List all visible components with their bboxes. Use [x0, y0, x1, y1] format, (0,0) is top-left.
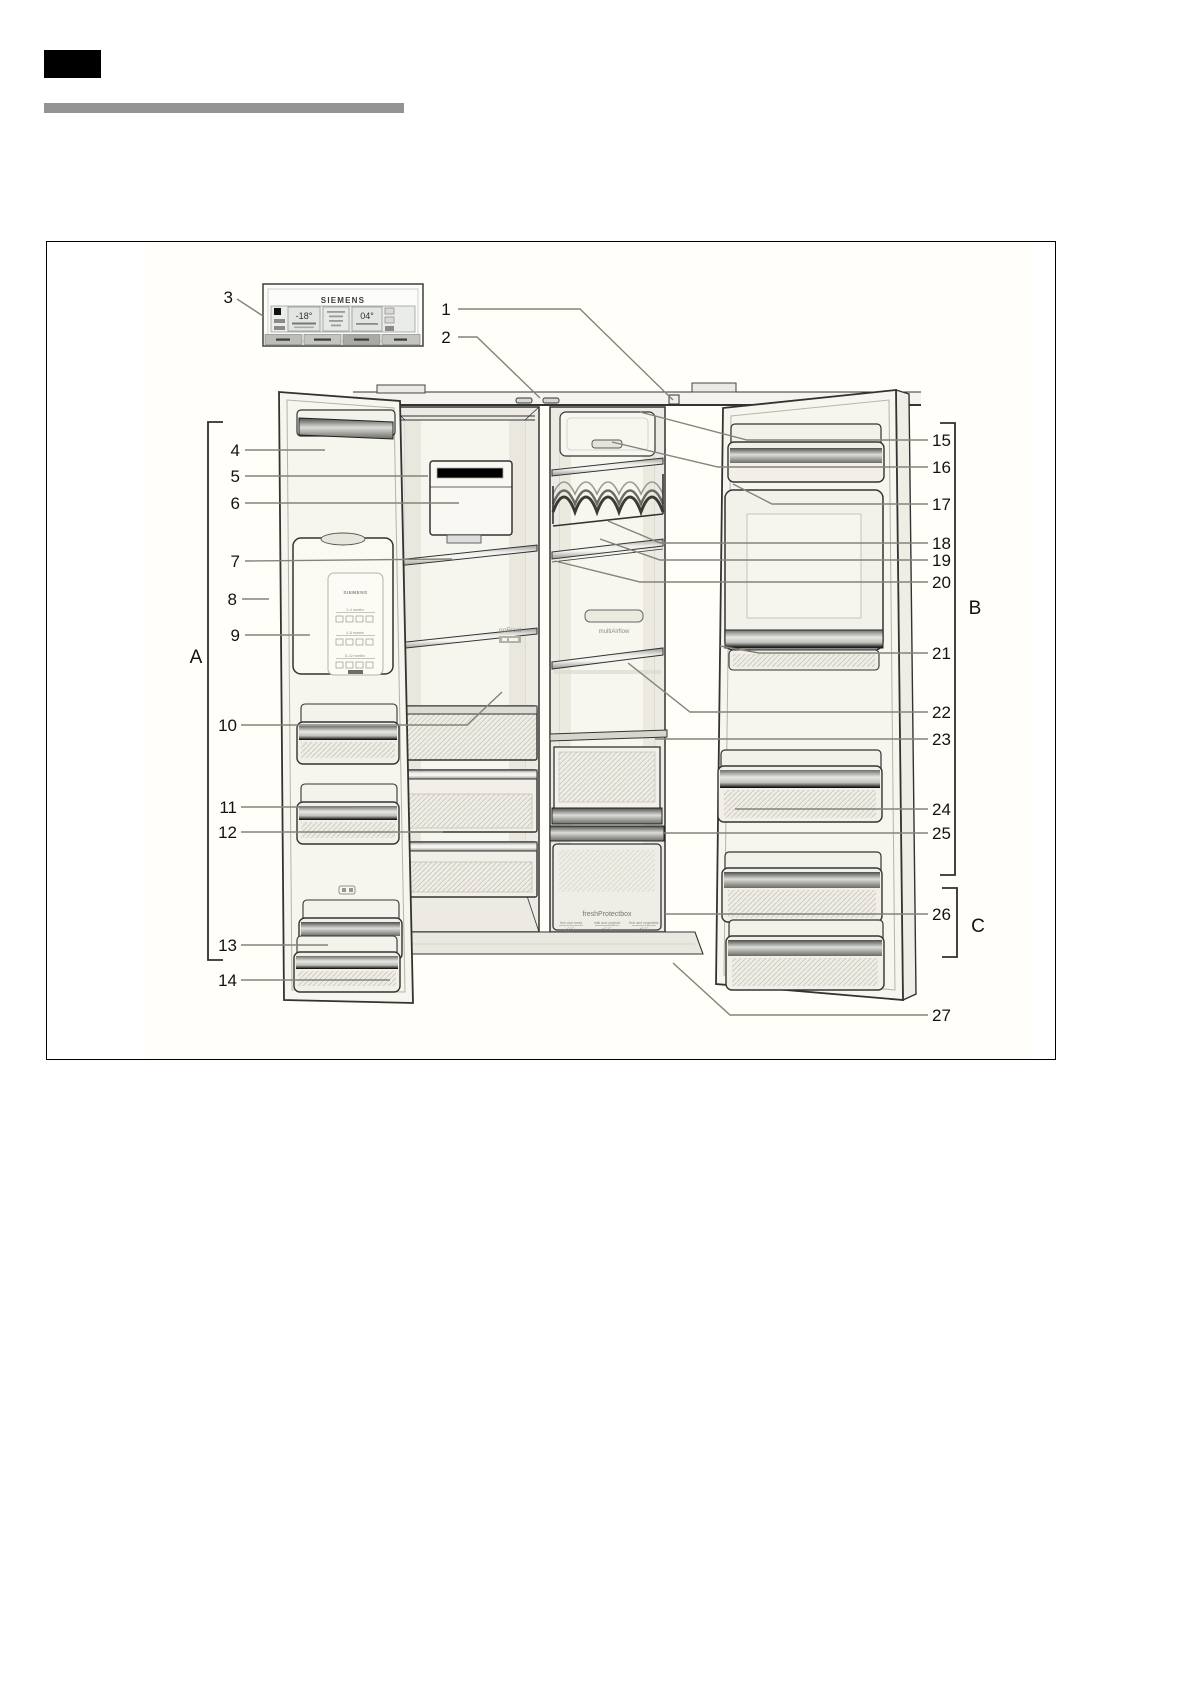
zone-3-label: fruit and vegetable	[629, 921, 659, 925]
callout-25: 25	[932, 824, 951, 843]
zone-2-temp: +2 °C	[602, 927, 612, 931]
callout-9: 9	[230, 626, 240, 645]
freezer-compartment	[391, 407, 539, 932]
freezer-drawer-middle	[399, 770, 537, 832]
callout-27: 27	[932, 1006, 951, 1025]
callout-20: 20	[932, 573, 951, 592]
callout-5: 5	[230, 467, 240, 486]
ice-chute	[447, 535, 481, 543]
fridge-door	[716, 390, 916, 1000]
fridge-door-top-bin	[728, 424, 884, 482]
fridge-compartment	[550, 407, 667, 932]
group-label-A: A	[189, 647, 203, 668]
zone-1-temp: 0 °C	[567, 927, 575, 931]
chill-drawer	[552, 747, 662, 824]
storage-row-1: 1–4 months	[346, 608, 364, 612]
callout-19: 19	[932, 551, 951, 570]
fridge-door-bin-24	[718, 750, 882, 822]
cabinet-base	[375, 932, 703, 954]
panel-brand-logo: SIEMENS	[320, 296, 366, 305]
airflow-handle	[585, 610, 643, 622]
freezer-temp-display: -18°	[295, 311, 313, 321]
storage-row-2: 4–8 months	[346, 631, 364, 635]
page-corner-tab	[44, 50, 101, 78]
freezer-door-bin-2	[297, 784, 399, 844]
fridge-temp-display: 04°	[360, 311, 374, 321]
callout-7: 7	[230, 552, 240, 571]
group-label-C: C	[971, 916, 985, 937]
freshprotectbox-label: freshProtectbox	[582, 911, 632, 918]
freezer-door-bin-1	[297, 704, 399, 764]
zone-1-label: fish and meat	[560, 921, 582, 925]
freezer-drawer-basket	[399, 706, 537, 760]
fridge-diagram	[47, 242, 1055, 1059]
appliance-overview-figure	[46, 241, 1056, 1060]
callout-14: 14	[218, 971, 237, 990]
callout-2: 2	[441, 328, 451, 347]
callout-12: 12	[218, 823, 237, 842]
zone-2-label: milk and yoghurt	[593, 921, 621, 925]
callout-16: 16	[932, 458, 951, 477]
callout-21: 21	[932, 644, 951, 663]
callout-11: 11	[219, 798, 237, 817]
callout-22: 22	[932, 703, 951, 722]
group-label-B: B	[968, 598, 982, 619]
icemaker	[430, 461, 512, 543]
callout-23: 23	[932, 730, 951, 749]
callout-17: 17	[932, 495, 951, 514]
callout-10: 10	[218, 716, 237, 735]
callout-13: 13	[218, 936, 237, 955]
freezer-drawer-bottom	[399, 842, 537, 897]
freezer-door-top-bin	[297, 410, 395, 439]
control-panel	[263, 284, 423, 346]
callout-8: 8	[227, 590, 237, 609]
callout-3: 3	[223, 288, 233, 307]
interior-light-switch	[669, 395, 679, 404]
callout-4: 4	[230, 441, 240, 460]
callout-26: 26	[932, 905, 951, 924]
top-vent-2	[543, 398, 559, 403]
callout-24: 24	[932, 800, 951, 819]
nofrost-label: noFrost	[498, 627, 522, 634]
multiairflow-label: multiAirflow	[598, 629, 630, 635]
top-vent-1	[516, 398, 532, 403]
zone-3-temp: +5 °C	[639, 927, 649, 931]
callout-15: 15	[932, 431, 951, 450]
freezer-door	[279, 392, 413, 1003]
callout-18: 18	[932, 534, 951, 553]
fridge-door-bin-lower-1	[722, 852, 882, 922]
fridge-door-bin-lower-2	[726, 920, 884, 990]
fridge-door-compartment	[725, 490, 883, 670]
title-rule-bar	[44, 103, 404, 113]
callout-1: 1	[441, 300, 451, 319]
callout-6: 6	[230, 494, 240, 513]
storage-row-3: 8–12 months	[345, 654, 365, 658]
dispenser-brand-logo: SIEMENS	[343, 590, 368, 595]
ice-dispenser	[293, 533, 393, 675]
